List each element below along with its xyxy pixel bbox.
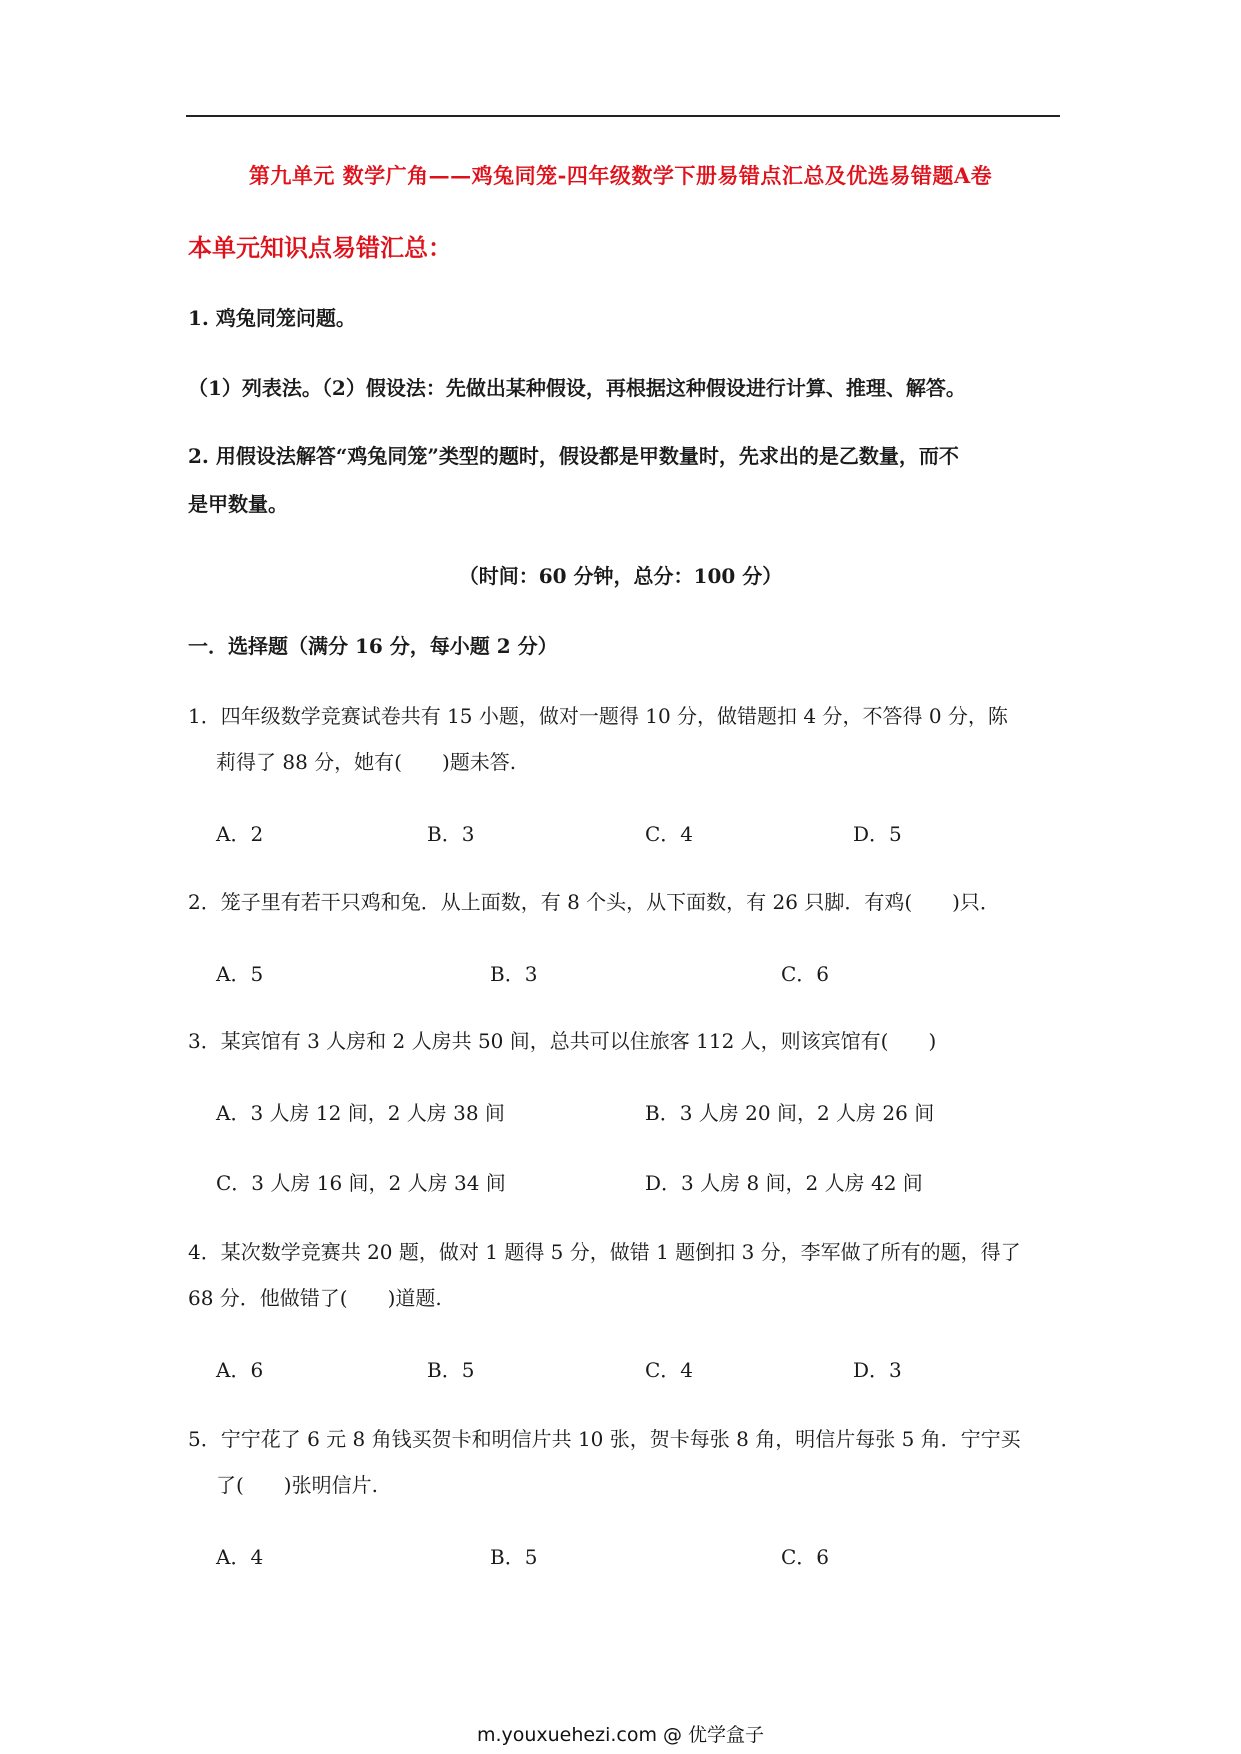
question-1-option-a: A．2 <box>216 822 264 846</box>
knowledge-point-2-line2: 是甲数量。 <box>188 492 288 516</box>
question-4-line1: 4．某次数学竞赛共 20 题，做对 1 题得 5 分，做错 1 题倒扣 3 分，李军做了所有的题，得了 <box>188 1240 1021 1264</box>
question-1-option-c: C．4 <box>645 822 694 846</box>
footer-watermark: m.youxuehezi.com @ 优学盒子 <box>476 1724 765 1746</box>
question-4-option-c: C．4 <box>645 1358 694 1382</box>
question-5-line2: 了( )张明信片. <box>216 1473 378 1497</box>
question-2-option-a: A．5 <box>216 962 264 986</box>
question-1-option-d: D．5 <box>853 822 902 846</box>
question-1-line1: 1．四年级数学竞赛试卷共有 15 小题，做对一题得 10 分，做错题扣 4 分，不答得 0 分，陈 <box>188 704 1008 728</box>
exam-info: （时间：60 分钟，总分：100 分） <box>458 564 783 588</box>
question-4-option-b: B．5 <box>427 1358 475 1382</box>
knowledge-point-2-line1: 2. 用假设法解答“鸡兔同笼”类型的题时，假设都是甲数量时，先求出的是乙数量，而不 <box>188 444 959 468</box>
question-4-option-a: A．6 <box>216 1358 264 1382</box>
question-5-option-b: B．5 <box>490 1545 538 1569</box>
question-3-option-b: B．3 人房 20 间，2 人房 26 间 <box>645 1101 935 1125</box>
question-3-line1: 3．某宾馆有 3 人房和 2 人房共 50 间，总共可以住旅客 112 人，则该宾馆有( ) <box>188 1029 937 1053</box>
question-5-option-c: C．6 <box>781 1545 830 1569</box>
question-1-line2: 莉得了 88 分，她有( )题未答. <box>216 750 517 774</box>
question-3-option-a: A．3 人房 12 间，2 人房 38 间 <box>216 1101 505 1125</box>
knowledge-point-1: 1. 鸡兔同笼问题。 <box>188 306 356 330</box>
page-title: 第九单元 数学广角——鸡兔同笼-四年级数学下册易错点汇总及优选易错题A卷 <box>248 163 993 188</box>
question-1-option-b: B．3 <box>427 822 475 846</box>
knowledge-point-1-detail: （1）列表法。（2）假设法：先做出某种假设，再根据这种假设进行计算、推理、解答。 <box>188 376 966 400</box>
question-3-option-d: D．3 人房 8 间，2 人房 42 间 <box>645 1171 923 1195</box>
question-5-option-a: A．4 <box>216 1545 264 1569</box>
question-2-option-c: C．6 <box>781 962 830 986</box>
question-4-line2: 68 分．他做错了( )道题. <box>188 1286 442 1310</box>
question-3-option-c: C．3 人房 16 间，2 人房 34 间 <box>216 1171 506 1195</box>
header-rule <box>186 115 1060 117</box>
knowledge-heading: 本单元知识点易错汇总： <box>188 233 452 262</box>
question-2-line1: 2．笼子里有若干只鸡和兔．从上面数，有 8 个头，从下面数，有 26 只脚．有鸡( )只． <box>188 890 1000 914</box>
question-4-option-d: D．3 <box>853 1358 902 1382</box>
section-heading: 一．选择题（满分 16 分，每小题 2 分） <box>188 634 558 658</box>
question-2-option-b: B．3 <box>490 962 538 986</box>
question-5-line1: 5．宁宁花了 6 元 8 角钱买贺卡和明信片共 10 张，贺卡每张 8 角，明信片每张 5 角．宁宁买 <box>188 1427 1021 1451</box>
